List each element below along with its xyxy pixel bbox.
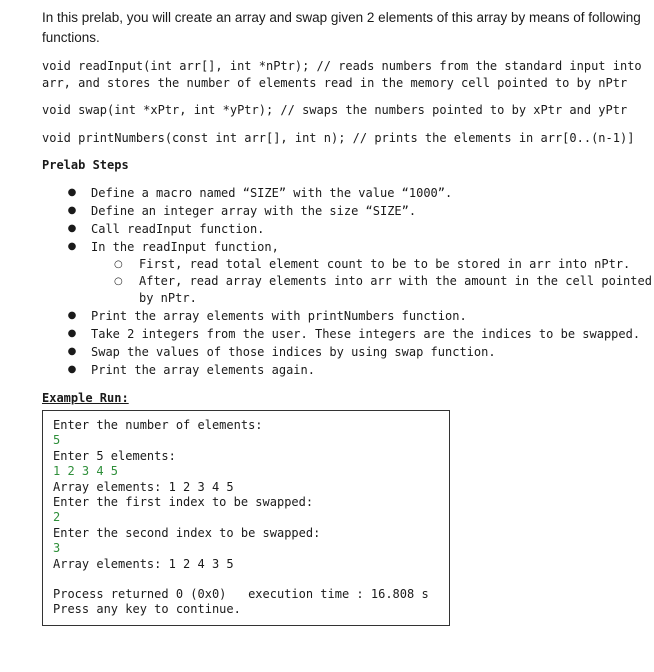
read-input-signature-line-2: arr, and stores the number of elements read in the memory cell pointed to by nPtr <box>42 76 628 90</box>
step-text: Define an integer array with the size “SIZE”. <box>91 204 417 218</box>
substep-text: After, read array elements into arr with the amount in the cell pointed <box>139 274 652 288</box>
console-line: Enter the second index to be swapped: <box>53 525 321 540</box>
step-item <box>0 343 654 361</box>
step-item <box>0 325 654 343</box>
step-item <box>0 202 654 220</box>
bullet-icon: ● <box>67 187 77 198</box>
console-input-line: 2 <box>53 510 61 525</box>
console-line: Enter 5 elements: <box>53 448 176 463</box>
prelab-steps-heading: Prelab Steps <box>42 158 129 172</box>
example-console-output <box>42 410 450 626</box>
substep-item <box>0 273 654 290</box>
console-line: Array elements: 1 2 4 3 5 <box>53 556 234 571</box>
read-input-signature-line-1: void readInput(int arr[], int *nPtr); // reads numbers from the standard input into <box>42 59 642 73</box>
console-line: Press any key to continue. <box>53 602 241 617</box>
step-item <box>0 307 654 325</box>
substep-continuation <box>0 290 654 307</box>
step-item <box>0 184 654 202</box>
console-input-line: 3 <box>53 541 61 556</box>
step-item <box>0 361 654 379</box>
prelab-steps-list <box>0 184 654 379</box>
console-input-line: 1 2 3 4 5 <box>53 464 119 479</box>
bullet-icon: ● <box>67 223 77 234</box>
bullet-icon: ● <box>67 310 77 321</box>
substep-text: by nPtr. <box>139 291 197 305</box>
step-item <box>0 220 654 238</box>
read-input-substeps <box>91 256 654 307</box>
console-line: Enter the number of elements: <box>53 418 263 432</box>
step-text: In the readInput function, <box>91 240 279 254</box>
circle-bullet-icon: ○ <box>114 259 123 270</box>
step-item <box>0 238 654 307</box>
bullet-icon: ● <box>67 241 77 252</box>
step-text: Print the array elements again. <box>91 363 315 377</box>
step-text: Take 2 integers from the user. These integers are the indices to be swapped. <box>91 327 641 341</box>
console-input-line: 5 <box>53 433 61 448</box>
substep-text: First, read total element count to be to be stored in arr into nPtr. <box>139 257 631 271</box>
bullet-icon: ● <box>67 328 77 339</box>
circle-bullet-icon: ○ <box>114 276 123 287</box>
intro-paragraph: In this prelab, you will create an array and swap given 2 elements of this array by means of following functions. <box>42 10 641 45</box>
console-line: Process returned 0 (0x0) execution time : 16.808 s <box>53 587 429 602</box>
substep-item <box>0 256 654 273</box>
swap-signature: void swap(int *xPtr, int *yPtr); // swaps the numbers pointed to by xPtr and yPtr <box>42 103 628 117</box>
example-run-title: Example Run: <box>42 391 129 405</box>
step-text: Define a macro named “SIZE” with the value “1000”. <box>91 186 453 200</box>
step-text: Swap the values of those indices by using swap function. <box>91 345 496 359</box>
step-text: Print the array elements with printNumbers function. <box>91 309 467 323</box>
console-line: Array elements: 1 2 3 4 5 <box>53 479 234 494</box>
console-blank-line <box>53 572 449 587</box>
step-text: Call readInput function. <box>91 222 265 236</box>
bullet-icon: ● <box>67 205 77 216</box>
bullet-icon: ● <box>67 346 77 357</box>
bullet-icon: ● <box>67 364 77 375</box>
console-line: Enter the first index to be swapped: <box>53 495 314 510</box>
print-numbers-signature: void printNumbers(const int arr[], int n); // prints the elements in arr[0..(n-1)] <box>42 131 635 145</box>
